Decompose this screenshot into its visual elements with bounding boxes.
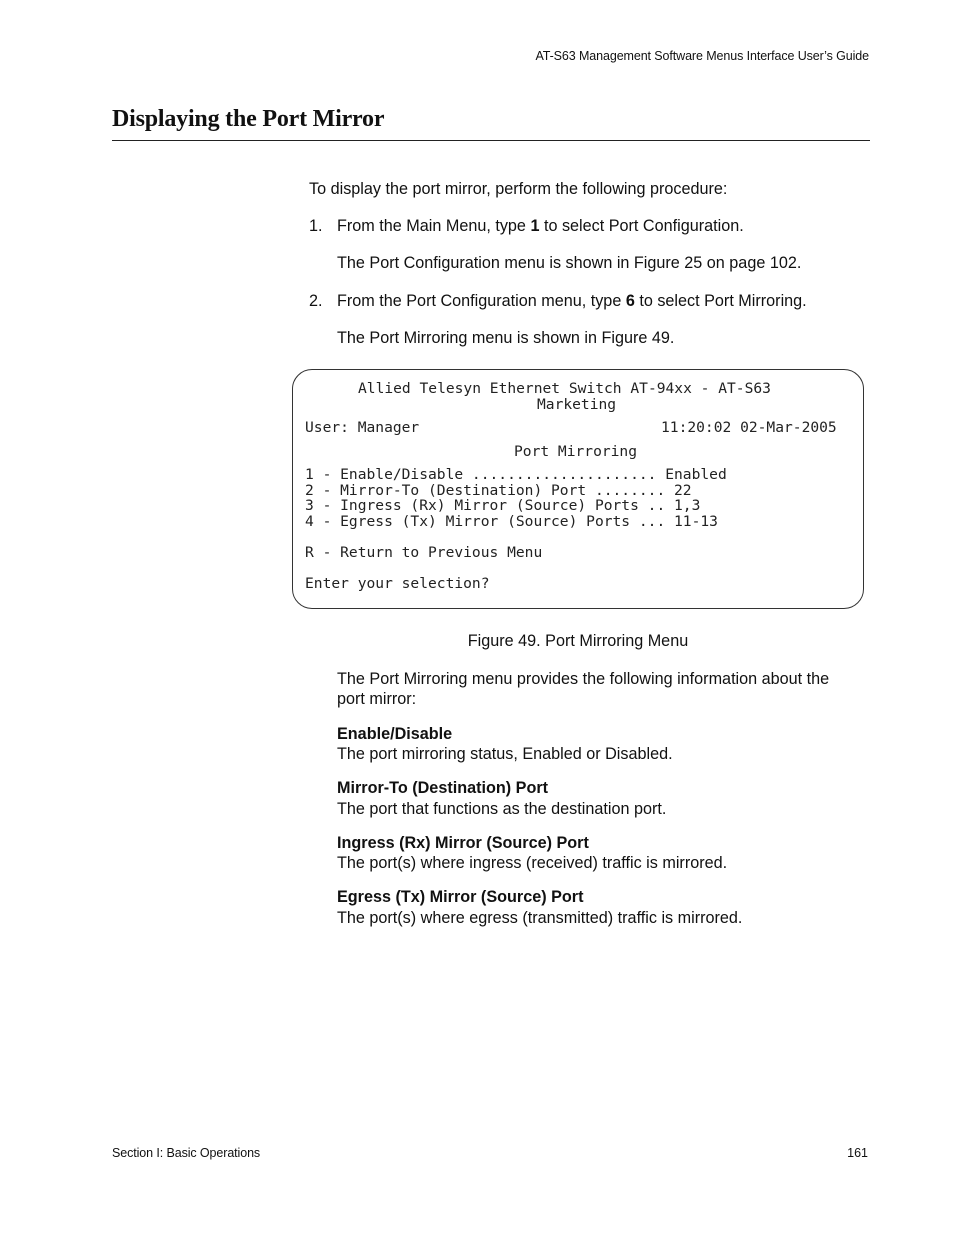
- running-header: AT-S63 Management Software Menus Interface User’s Guide: [535, 49, 869, 63]
- definition-mirror-to-port: The port that functions as the destination port.: [337, 800, 667, 818]
- terminal-location: Marketing: [537, 396, 617, 413]
- menu-option-return[interactable]: R - Return to Previous Menu: [305, 544, 543, 561]
- terminal-prompt[interactable]: Enter your selection?: [305, 575, 490, 592]
- definition-egress-port: The port(s) where egress (transmitted) traffic is mirrored.: [337, 909, 743, 927]
- description-intro-line2: port mirror:: [337, 690, 417, 708]
- step-number-1: 1.: [309, 217, 323, 235]
- terminal-timestamp: 11:20:02 02-Mar-2005: [661, 419, 837, 436]
- term-enable-disable: Enable/Disable: [337, 725, 453, 743]
- menu-option-enable-disable[interactable]: 1 - Enable/Disable ..................... Enabled: [305, 466, 727, 483]
- footer-page-number: 161: [847, 1146, 868, 1160]
- term-ingress-port: Ingress (Rx) Mirror (Source) Port: [337, 834, 589, 852]
- intro-paragraph: To display the port mirror, perform the following procedure:: [309, 180, 728, 198]
- step-1-text: [337, 216, 744, 236]
- step-2-pre: From the Port Configuration menu, type: [337, 292, 626, 310]
- term-egress-port: Egress (Tx) Mirror (Source) Port: [337, 888, 584, 906]
- step-1-pre: From the Main Menu, type: [337, 217, 531, 235]
- terminal-screen: [292, 369, 864, 609]
- description-intro-line1: The Port Mirroring menu provides the following information about the: [337, 670, 830, 688]
- menu-option-ingress-ports[interactable]: 3 - Ingress (Rx) Mirror (Source) Ports .. 1,3: [305, 497, 701, 514]
- step-1-post: to select Port Configuration.: [539, 217, 744, 235]
- menu-option-mirror-to-port[interactable]: 2 - Mirror-To (Destination) Port ........ 22: [305, 482, 692, 499]
- step-1-note: The Port Configuration menu is shown in Figure 25 on page 102.: [337, 254, 802, 272]
- step-2-key: 6: [625, 292, 635, 310]
- menu-option-egress-ports[interactable]: 4 - Egress (Tx) Mirror (Source) Ports ... 11-13: [305, 513, 718, 530]
- terminal-menu-title: Port Mirroring: [514, 443, 638, 460]
- terminal-user: User: Manager: [305, 419, 420, 436]
- footer-section: Section I: Basic Operations: [112, 1146, 261, 1160]
- terminal-banner: Allied Telesyn Ethernet Switch AT-94xx - AT-S63: [358, 380, 771, 397]
- step-2-post: to select Port Mirroring.: [634, 292, 807, 310]
- step-number-2: 2.: [309, 292, 323, 310]
- term-mirror-to-port: Mirror-To (Destination) Port: [337, 779, 549, 797]
- definition-ingress-port: The port(s) where ingress (received) traffic is mirrored.: [337, 854, 728, 872]
- step-1-key: 1: [530, 217, 540, 235]
- figure-caption: Figure 49. Port Mirroring Menu: [467, 632, 689, 650]
- step-2-text: [337, 291, 807, 311]
- title-rule: [112, 140, 870, 141]
- section-title: Displaying the Port Mirror: [112, 106, 385, 132]
- definition-enable-disable: The port mirroring status, Enabled or Disabled.: [337, 745, 673, 763]
- step-2-note: The Port Mirroring menu is shown in Figure 49.: [337, 329, 675, 347]
